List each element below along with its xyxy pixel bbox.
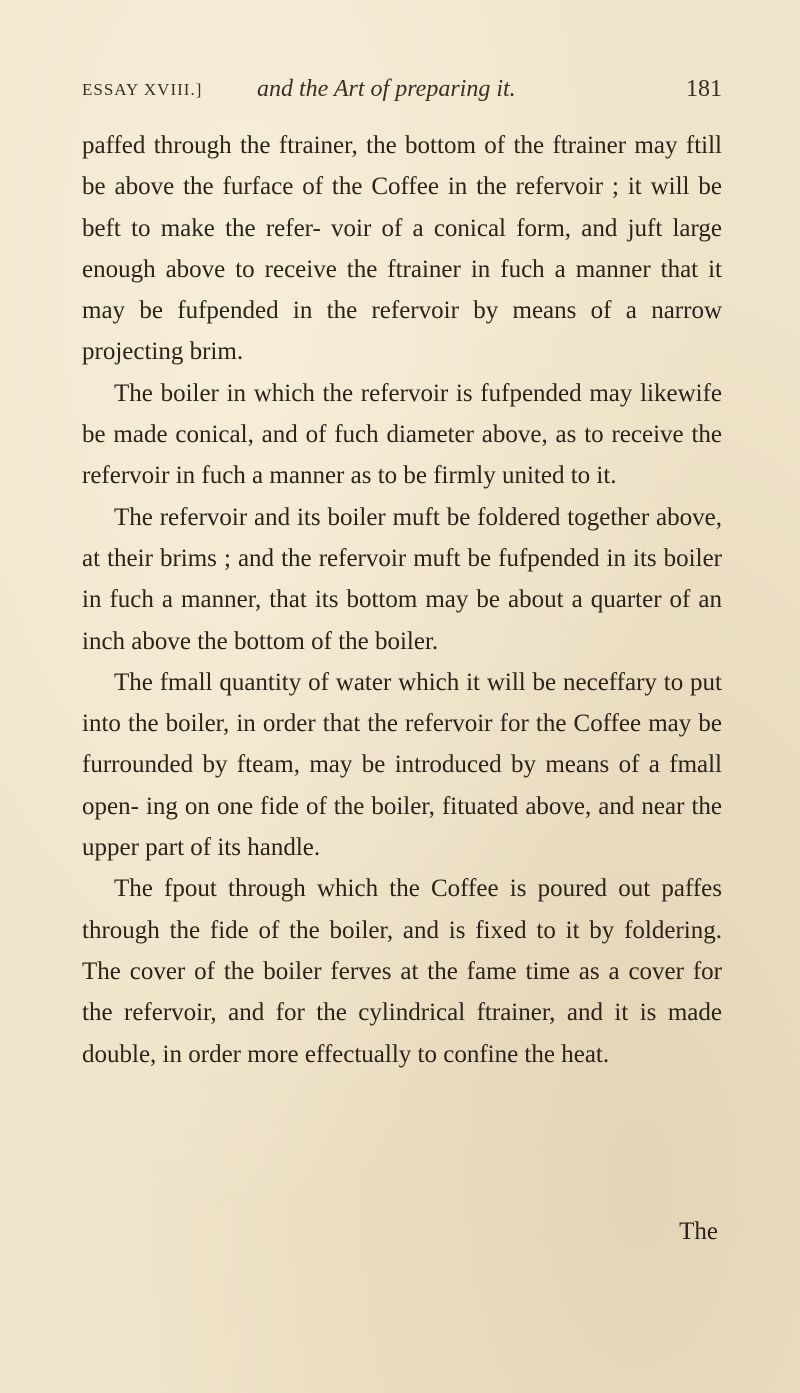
paragraph-water-opening: The fmall quantity of water which it will be neceffary to put into the boiler, in order that the refervoir for the Coffee may be furrounded by fteam, may be introduced by means of a fmall open- ing on one fide of the boiler, fituated above, and near the upper part of its handle. (82, 668, 722, 862)
paragraph-spout-cover: The fpout through which the Coffee is poured out paffes through the fide of the boiler, and is fixed to it by foldering. The cover of the boiler ferves at the fame time as a cover for the refervoir, and for the cylindrical ftrainer, and it is made double, in order more effectually to confine the heat. (82, 875, 722, 1068)
page-number: 181 (686, 76, 722, 102)
running-title: and the Art of preparing it. (257, 76, 516, 102)
paragraph-boiler-shape: The boiler in which the refervoir is fufpended may likewife be made conical, and of fuch diameter above, as to receive the refervoir in fuch a manner as to be firmly united to it. (82, 379, 722, 490)
paragraph-continuation: paffed through the ftrainer, the bottom of the ftrainer may ftill be above the furface of the Coffee in the refervoir ; it will be beft to make the refer- voir of a conical form, and juft large enough above to receive the ftrainer in fuch a manner that it may be fufpended in the refervoir by means of a narrow projecting brim. (82, 132, 722, 366)
paragraph-soldering: The refervoir and its boiler muft be foldered together above, at their brims ; and the refervoir muft be fufpended in its boiler in fuch a manner, that its bottom may be about a quarter of an inch above the bottom of the boiler. (82, 503, 722, 655)
catchword: The (679, 1218, 718, 1245)
running-header (82, 74, 722, 114)
body-text (82, 125, 722, 1075)
essay-label: ESSAY XVIII.] (82, 80, 203, 99)
